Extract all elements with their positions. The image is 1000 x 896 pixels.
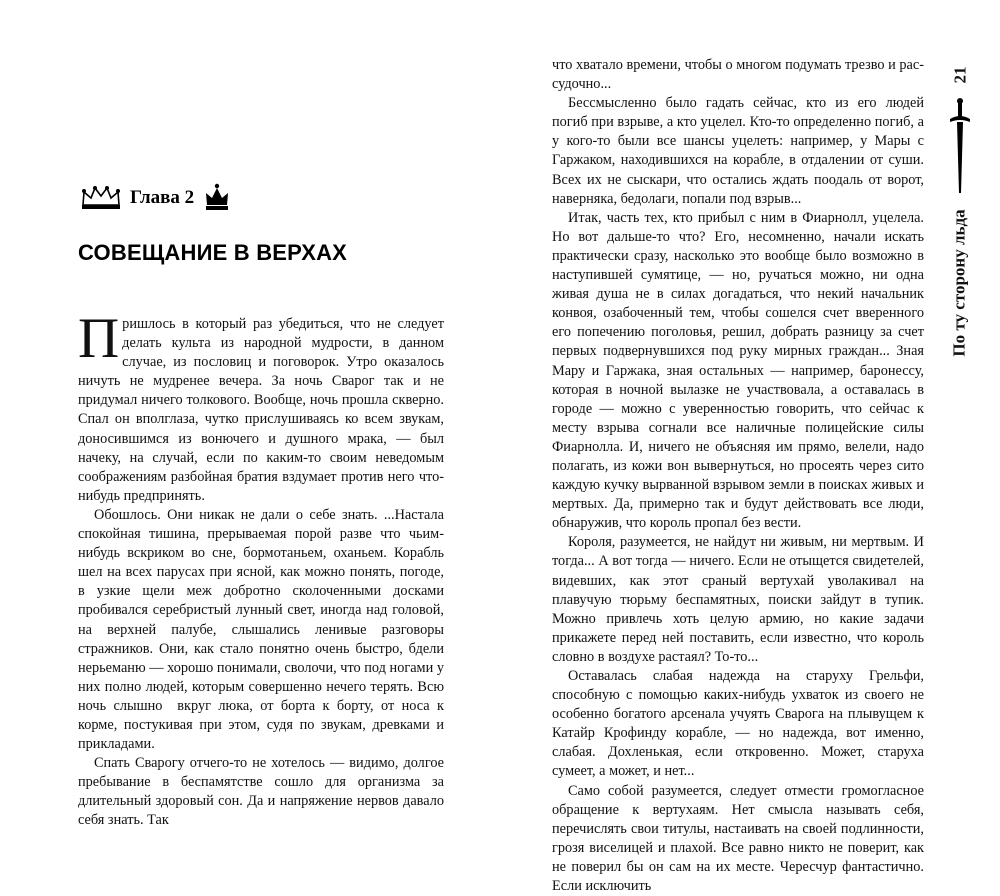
paragraph: Само собой разумеется, следует отмести громогласное обращение к вертухаям. Нет смысла называть себя, перечислять свои титулы, настаивать на своей подлинности, грозя виселицей и плахой. Все равно никто не поверит, как не поверил бы он сам на их месте. Чересчур фантастично. Если исключить xyxy=(552,782,924,895)
left-page xyxy=(0,0,500,829)
running-title-text: По ту сторону льда xyxy=(950,209,969,357)
opening-paragraph-text: ришлось в который раз убедиться, что не следует делать культа из народной мудрости, в данном случае, из пословиц и поговорок. Утро оказалось ничуть не мудренее вечера. За ночь Сварог так и не придумал ничего толкового. Вообще, ночь прошла скверно. Спал он вполглаза, чутко прислушиваясь ко всем звукам, доносившимся из вонючего и душного мрака, — был начеку, на случай, если по каким-то своим неведомым соображениям разбойная братия вздумает против него что-нибудь предпринять. xyxy=(78,316,444,504)
paragraph: Бессмысленно было гадать сейчас, кто из его людей погиб при взрыве, а кто уцелел. Кто-то определенно погиб, а у кого-то были все шансы уцелеть: например, у Мары с Гаржаком, находившихся на корабле, в отдалении от суши. Всех их не сыскари, что остались ждать поодаль от ворот, наверняка, бедолаги, попали под взрыв... xyxy=(552,95,924,207)
sword-ornament-icon xyxy=(949,97,971,197)
paragraph: Спать Сварогу отчего-то не хотелось — видимо, долгое пребывание в беспамятстве сошло для организма за длительный здоровый сон. Да и напряжение нервов давало себя знать. Так xyxy=(78,755,444,829)
paragraph: Обошлось. Они никак не дали о себе знать. ...Настала спокойная тишина, прерываемая порой разве что чьим-нибудь вскриком во сне, бормотаньем, оханьем. Корабль шел на всех парусах при ясной, как можно понять, погоде, в узкие щели меж добротно сколоченными досками пробивался серебристый лунный свет, иногда над головой, на верхней палубе, слышались ленивые разговоры стражников. Они, как стало понятно очень быстро, бдели нерьеманю — хорошо понимали, сволочи, что под ногами у них полно людей, которым совершенно нечего терять. Всю ночь слышно вкруг люка, от борта к борту, от носа к корме, постукивая при этом, судя по звукам, древками и прикладами. xyxy=(78,506,444,753)
right-body-text xyxy=(552,56,924,896)
left-body-text xyxy=(78,307,444,831)
chapter-title: СОВЕЩАНИЕ В ВЕРХАХ xyxy=(78,240,348,265)
paragraph: Итак, часть тех, кто прибыл с ним в Фиарнолл, уцелела. Но вот дальше-то что? Его, несомненно, начали искать практически сразу, насколько это вообще было возможно в наступившей сумятице, — но, ручаться можно, ни одна живая душа не в силах догадаться, что некий начальник конвоя, озабоченный тем, чтобы сошелся счет вверенного его попечению поголовья, решил, добрать разницу за счет первых подвернувшихся под руку мирных граждан... Зная Мару и Гаржака, зная остальных — например, баронессу, которая в ночной вылазке не участвовала, а оставалась в городе — можно с уверенностью говорить, что сейчас к месту взрыва согнали все наличные полицейские силы Фиарнолла. И, ничего не объясняя им прямо, велели, надо полагать, из кожи вон вывернуться, но просеять через сито каждую кучку вырванной взрывом земли в поисках живых и мертвых. Да, примерно так и будут действовать все люди, обнаружив, что король пропал без вести. xyxy=(552,209,924,532)
chapter-label: Глава 2 xyxy=(130,187,195,208)
paragraph: Оставалась слабая надежда на старуху Грельфи, способную с помощью каких-нибудь ухваток из своего не особенно богатого арсенала учуять Сварога на плывущем к Катайр Крофинду корабле, — но надежда, вот именно, слабая. Дохленькая, если откровенно. Может, старуха сумеет, а может, и нет... xyxy=(552,668,924,780)
page-number xyxy=(940,55,980,95)
page-number-text: 21 xyxy=(950,66,969,84)
drop-cap: П xyxy=(78,307,120,370)
paragraph: Короля, разумеется, не найдут ни живым, ни мертвым. И тогда... А вот тогда — ничего. Если не отыщется свидетелей, видевших, как этот сраный вертухай уволакивал на плавучую тюрьму беспамятных, поиски зайдут в тупик. Можно привлечь хоть целую армию, но какие задачи прикажете перед ней поставить, если известно, что король словно в воздухе растаял? То-то... xyxy=(552,534,924,665)
crown-ornament-icon xyxy=(80,185,122,211)
running-header xyxy=(940,55,980,357)
chapter-heading xyxy=(80,180,232,216)
opening-paragraph xyxy=(78,307,444,506)
paragraph: что хватало времени, чтобы о многом подумать трезво и рассудочно... xyxy=(552,57,924,93)
crown-ornament-icon xyxy=(202,183,232,213)
running-title xyxy=(940,203,980,363)
